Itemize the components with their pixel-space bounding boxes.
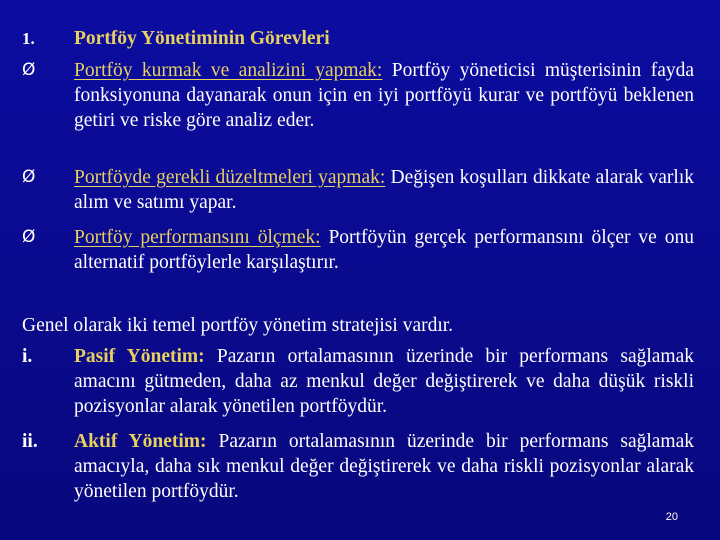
arrow-bullet-icon: Ø (22, 60, 36, 80)
strategies-intro: Genel olarak iki temel portföy yönetim stratejisi vardır. (22, 315, 454, 336)
arrow-bullet-icon: Ø (22, 227, 36, 247)
bullet-text (74, 165, 694, 215)
section-title: Portföy Yönetiminin Görevleri (74, 28, 330, 49)
strategy-body: Pazarın ortalamasının üzerinde bir performans sağlamak amacını gütmeden, daha az menkul değer değiştirerek ve daha düşük riskli pozisyonlar alarak yönetilen portföydür. (74, 346, 694, 417)
bullet-text (74, 58, 694, 133)
strategy-marker: i. (22, 346, 33, 367)
bullet-text (74, 225, 694, 275)
strategy-label: Aktif Yönetim: (74, 431, 207, 452)
bullet-label: Portföyde gerekli düzeltmeleri yapmak: (74, 167, 386, 188)
bullet-body: Portföy yöneticisi müşterisinin fayda fonksiyonuna dayanarak onun için en iyi portföyü kurar ve portföyü beklenen getiri ve riske göre analiz eder. (74, 60, 694, 131)
strategy-label: Pasif Yönetim: (74, 346, 205, 367)
strategy-marker: ii. (22, 431, 38, 452)
bullet-label: Portföy performansını ölçmek: (74, 227, 321, 248)
bullet-body: Değişen koşulları dikkate alarak varlık alım ve satımı yapar. (74, 167, 694, 213)
section-number: 1. (22, 29, 35, 48)
page-number: 20 (665, 511, 678, 523)
strategy-text (74, 429, 694, 504)
bullet-label: Portföy kurmak ve analizini yapmak: (74, 60, 383, 81)
bullet-body: Portföyün gerçek performansını ölçer ve onu alternatif portföylerle karşılaştırır. (74, 227, 695, 273)
strategy-body: Pazarın ortalamasının üzerinde bir performans sağlamak amacıyla, daha sık menkul değer değiştirerek ve daha riskli pozisyonlar alarak yönetilen portföydür. (74, 431, 694, 502)
arrow-bullet-icon: Ø (22, 167, 36, 187)
strategy-text (74, 344, 694, 419)
